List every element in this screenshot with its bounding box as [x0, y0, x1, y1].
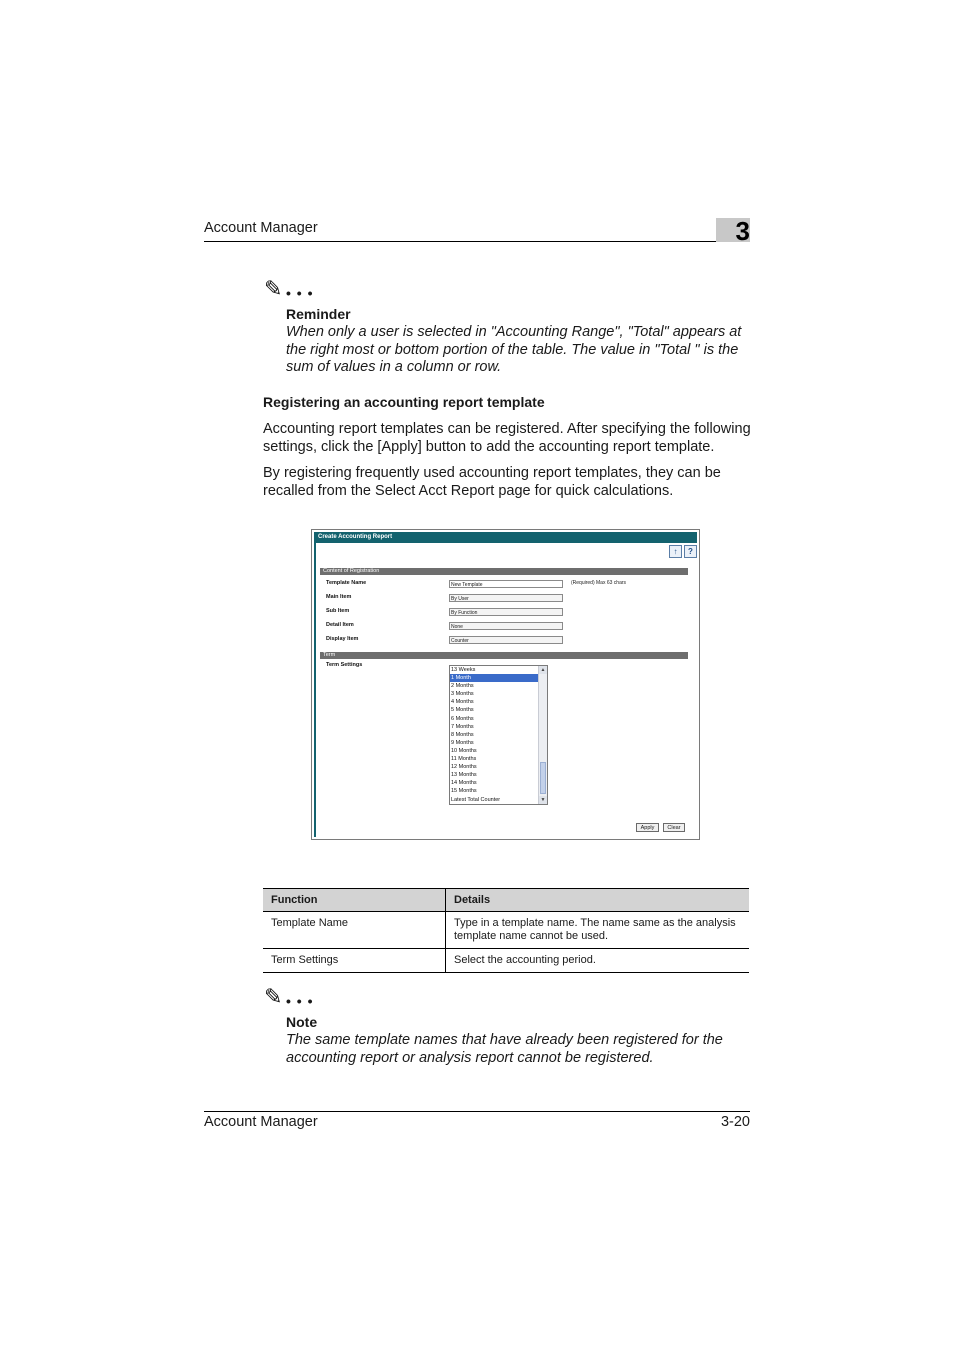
table-cell: Type in a template name. The name same as the analysis template name cannot be used. [446, 912, 750, 949]
up-arrow-icon[interactable]: ↑ [669, 545, 682, 558]
paragraph-1: Accounting report templates can be registered. After specifying the following settings, click the [Apply] button to add the accounting report template. [263, 421, 751, 455]
ellipsis-icon: • • • [286, 993, 314, 1009]
table-row [263, 912, 749, 949]
term-band: Term [320, 652, 688, 659]
create-accounting-report-screenshot [311, 529, 700, 840]
term-option[interactable]: 4 Months [451, 699, 474, 706]
pencil-icon: ✎ [264, 984, 283, 1009]
content-of-registration-band: Content of Registration [320, 568, 688, 575]
template-name-hint: (Required) Max 63 chars [571, 580, 627, 586]
display-item-label: Display Item [326, 636, 359, 642]
scroll-down-icon[interactable]: ▼ [540, 797, 546, 803]
term-option[interactable]: 7 Months [451, 723, 474, 730]
term-option[interactable]: 10 Months [451, 747, 477, 754]
table-cell: Term Settings [263, 949, 446, 973]
term-option[interactable]: 8 Months [451, 731, 474, 738]
help-icon[interactable]: ? [684, 545, 697, 558]
function-details-table [263, 888, 749, 973]
section-heading: Registering an accounting report template [263, 394, 545, 410]
ellipsis-icon: • • • [286, 285, 314, 301]
term-option[interactable]: 5 Months [451, 707, 474, 714]
term-option[interactable]: 6 Months [451, 715, 474, 722]
main-item-label: Main Item [326, 594, 352, 600]
paragraph-2: By registering frequently used accounting report templates, they can be recalled from the Select Acct Report page for quick calculations. [263, 465, 721, 499]
table-cell: Select the accounting period. [446, 949, 750, 973]
apply-button[interactable]: Apply [636, 823, 659, 832]
scroll-thumb[interactable] [540, 762, 546, 794]
footer-title: Account Manager [204, 1114, 318, 1130]
term-settings-label: Term Settings [326, 662, 363, 668]
pencil-icon: ✎ [264, 276, 283, 301]
chapter-number: 3 [735, 216, 750, 246]
table-header-details: Details [446, 889, 750, 912]
term-option[interactable]: 3 Months [451, 691, 474, 698]
note-heading: Note [286, 1014, 318, 1030]
term-option[interactable]: 12 Months [451, 764, 477, 771]
footer-rule [204, 1111, 750, 1112]
term-option[interactable]: Latest Total Counter [451, 796, 501, 803]
detail-item-field[interactable]: None [449, 622, 563, 630]
reminder-body: When only a user is selected in "Accounting Range", "Total" appears at the right most or bottom portion of the table. The value in "Total " is the sum of values in a column or row. [286, 324, 742, 375]
term-settings-listbox[interactable] [449, 665, 548, 805]
header-rule [204, 241, 750, 242]
term-option[interactable]: 13 Weeks [451, 667, 476, 673]
term-option[interactable]: 2 Months [451, 683, 474, 690]
note-body: The same template names that have already been registered for the accounting report or analysis report cannot be registered. [286, 1032, 723, 1066]
template-name-input[interactable]: New Template [449, 580, 563, 588]
term-option[interactable]: 9 Months [451, 739, 474, 746]
listbox-scrollbar[interactable] [538, 666, 547, 804]
detail-item-label: Detail Item [326, 622, 354, 628]
term-option[interactable]: 15 Months [451, 788, 477, 795]
scroll-up-icon[interactable]: ▲ [540, 667, 546, 673]
template-name-label: Template Name [326, 580, 367, 586]
display-item-field[interactable]: Counter [449, 636, 563, 644]
sub-item-field[interactable]: By Function [449, 608, 563, 616]
term-option[interactable]: 13 Months [451, 772, 477, 779]
window-left-edge [314, 543, 316, 837]
clear-button[interactable]: Clear [663, 823, 685, 832]
term-option[interactable]: 11 Months [451, 756, 477, 763]
main-item-field[interactable]: By User [449, 594, 563, 602]
term-option[interactable]: 1 Month [450, 674, 539, 682]
term-option[interactable]: 14 Months [451, 780, 477, 787]
table-row [263, 949, 749, 973]
reminder-heading: Reminder [286, 306, 351, 322]
table-cell: Template Name [263, 912, 446, 949]
page-number: 3-20 [720, 1114, 750, 1130]
window-title: Create Accounting Report [314, 532, 697, 543]
table-header-function: Function [263, 889, 446, 912]
sub-item-label: Sub Item [326, 608, 350, 614]
running-header-title: Account Manager [204, 220, 318, 236]
